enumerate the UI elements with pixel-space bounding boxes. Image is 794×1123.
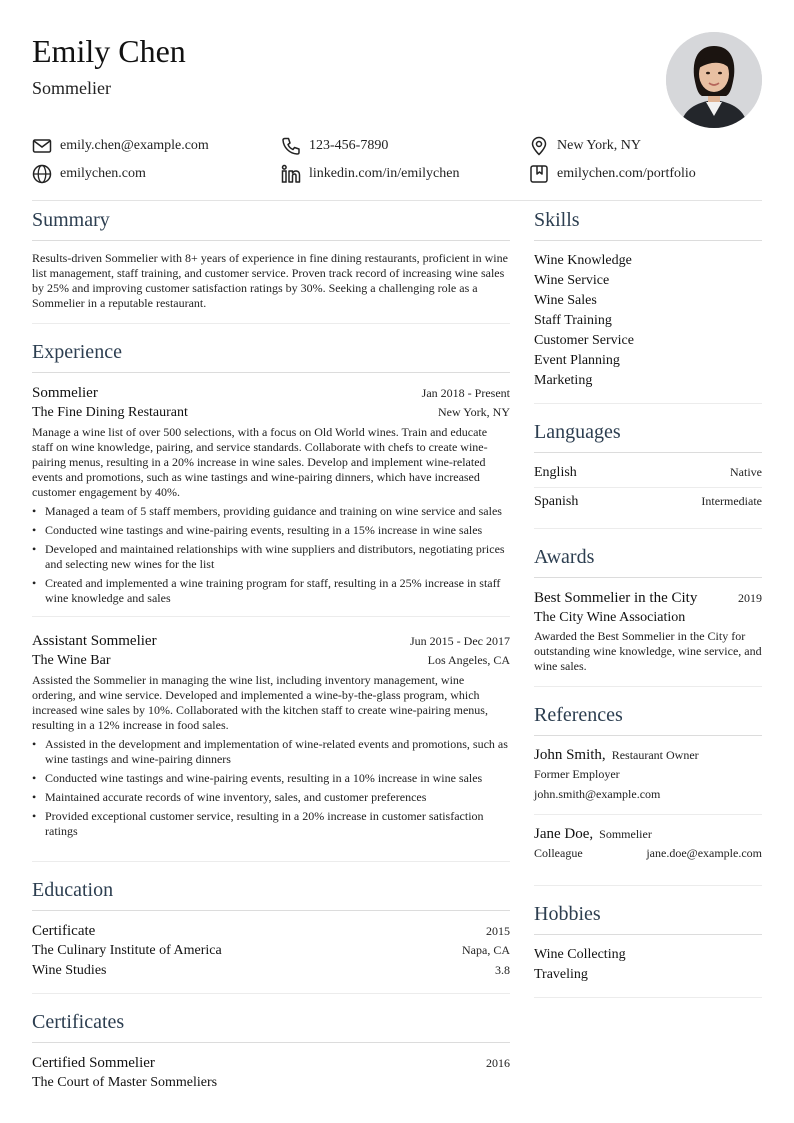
award-description: Awarded the Best Sommelier in the City for outstanding wine knowledge, wine service, and wine sales.	[534, 629, 762, 673]
language-item	[534, 463, 762, 487]
job-date: Jun 2015 - Dec 2017	[410, 634, 510, 648]
achievement-item: • Created and implemented a wine training program for staff, resulting in a 25% increase in staff wine knowledge and sales	[32, 576, 510, 606]
language-level: Intermediate	[701, 494, 762, 508]
education-degree: Certificate	[32, 923, 96, 939]
resume-page	[32, 0, 762, 1123]
job-location: Los Angeles, CA	[427, 653, 510, 667]
certificates-section	[32, 1008, 510, 1105]
job-achievements	[32, 737, 510, 839]
main-column	[32, 206, 510, 1119]
contact-phone-text: 123-456-7890	[309, 138, 389, 153]
language-level: Native	[730, 465, 762, 479]
skill-item: Customer Service	[534, 333, 634, 348]
award-organization: The City Wine Association	[534, 610, 686, 625]
reference-email[interactable]: jane.doe@example.com	[646, 846, 762, 860]
certificate-year: 2016	[486, 1056, 510, 1070]
achievement-item: • Provided exceptional customer service, resulting in a 20% increase in customer satisfaction ratings	[32, 809, 510, 839]
hobby-item: Traveling	[534, 967, 588, 982]
contact-linkedin[interactable]	[281, 162, 459, 186]
contact-linkedin-text: linkedin.com/in/emilychen	[309, 166, 460, 181]
phone-icon	[281, 136, 301, 156]
experience-item	[32, 631, 510, 849]
summary-section	[32, 206, 510, 324]
references-heading: References	[534, 701, 762, 736]
reference-name: John Smith,	[534, 747, 606, 763]
linkedin-icon	[281, 164, 301, 184]
skill-item: Staff Training	[534, 313, 612, 328]
award-title: Best Sommelier in the City	[534, 590, 698, 606]
awards-section	[534, 543, 762, 687]
reference-email[interactable]: john.smith@example.com	[534, 787, 661, 801]
contact-email-text: emily.chen@example.com	[60, 138, 209, 153]
languages-section	[534, 418, 762, 529]
candidate-name: Emily Chen	[32, 33, 186, 69]
reference-name: Jane Doe,	[534, 826, 594, 842]
skill-item: Event Planning	[534, 353, 620, 368]
job-title: Sommelier	[32, 385, 98, 401]
achievement-item: • Maintained accurate records of wine inventory, sales, and customer preferences	[32, 790, 510, 805]
education-year: 2015	[486, 924, 510, 938]
candidate-title: Sommelier	[32, 78, 111, 98]
certificates-heading: Certificates	[32, 1008, 510, 1043]
globe-icon	[32, 164, 52, 184]
reference-item	[534, 814, 762, 873]
contact-email[interactable]	[32, 134, 209, 158]
experience-item	[32, 383, 510, 617]
reference-role: Sommelier	[599, 827, 652, 841]
hobbies-heading: Hobbies	[534, 900, 762, 935]
language-item	[534, 487, 762, 516]
skills-section	[534, 206, 762, 404]
experience-section	[32, 338, 510, 862]
education-location: Napa, CA	[462, 943, 510, 957]
achievement-item: • Developed and maintained relationships with wine suppliers and distributors, negotiating prices and selecting new wines for the list	[32, 542, 510, 572]
portfolio-icon	[529, 164, 549, 184]
mail-icon	[32, 136, 52, 156]
skill-item: Wine Service	[534, 273, 610, 288]
contact-website[interactable]	[32, 162, 146, 186]
sidebar-column	[534, 206, 762, 1012]
job-company: The Wine Bar	[32, 653, 111, 668]
education-section	[32, 876, 510, 994]
reference-relation: Former Employer	[534, 767, 620, 781]
hobby-item: Wine Collecting	[534, 947, 626, 962]
map-pin-icon	[529, 136, 549, 156]
skills-heading: Skills	[534, 206, 762, 241]
job-title: Assistant Sommelier	[32, 633, 157, 649]
job-date: Jan 2018 - Present	[421, 386, 510, 400]
avatar	[666, 32, 762, 128]
education-field: Wine Studies	[32, 963, 107, 978]
job-company: The Fine Dining Restaurant	[32, 405, 188, 420]
certificate-issuer: The Court of Master Sommeliers	[32, 1075, 218, 1090]
reference-item	[534, 746, 762, 814]
language-name: Spanish	[534, 494, 579, 509]
reference-role: Restaurant Owner	[611, 748, 699, 762]
education-heading: Education	[32, 876, 510, 911]
achievement-item: • Conducted wine tastings and wine-pairing events, resulting in a 10% increase in wine sales	[32, 771, 510, 786]
job-description: Assisted the Sommelier in managing the wine list, including inventory management, wine ordering, and wine service. Developed and implemented a wine-by-the-glass program, which increased wine sales by 10%. Collaborated with the kitchen staff to create wine-pairing menus, resulting in a 12% increase in food sales.	[32, 673, 488, 732]
portrait-photo	[666, 32, 762, 128]
skill-item: Wine Sales	[534, 293, 597, 308]
education-school: The Culinary Institute of America	[32, 943, 222, 958]
achievement-item: • Conducted wine tastings and wine-pairing events, resulting in a 15% increase in wine sales	[32, 523, 510, 538]
experience-heading: Experience	[32, 338, 510, 373]
references-section	[534, 701, 762, 886]
hobbies-section	[534, 900, 762, 998]
languages-heading: Languages	[534, 418, 762, 453]
awards-heading: Awards	[534, 543, 762, 578]
job-description: Manage a wine list of over 500 selections, with a focus on Old World wines. Train and educate staff on wine knowledge, pairing, and service standards. Collaborate with chefs to create wine-pairing menus, resulting in a 20% increase in wine sales. Develop and implement wine-related events and promotions, such as wine tastings and wine-pairing dinners, which have increased customer engagement by 40%.	[32, 425, 488, 499]
certificate-name: Certified Sommelier	[32, 1055, 155, 1071]
contact-portfolio[interactable]	[529, 162, 696, 186]
reference-relation: Colleague	[534, 846, 583, 860]
contact-website-text: emilychen.com	[60, 166, 146, 181]
contact-phone[interactable]	[281, 134, 388, 158]
achievement-item: • Managed a team of 5 staff members, providing guidance and training on wine service and sales	[32, 504, 510, 519]
header-divider	[32, 200, 762, 201]
contact-location-text: New York, NY	[557, 138, 642, 153]
job-achievements	[32, 504, 510, 606]
language-name: English	[534, 465, 577, 480]
summary-text: Results-driven Sommelier with 8+ years of experience in fine dining restaurants, proficient in wine list management, staff training, and customer service. Proven track record of increasing wine sales by 25% and improving customer satisfaction ratings by 30%. Seeking a challenging role as a Sommelier in a reputable restaurant.	[32, 251, 508, 310]
award-year: 2019	[738, 591, 762, 605]
skill-item: Wine Knowledge	[534, 253, 632, 268]
contact-portfolio-text: emilychen.com/portfolio	[557, 166, 696, 181]
achievement-item: • Assisted in the development and implementation of wine-related events and promotions, such as wine tastings and wine-pairing dinners	[32, 737, 510, 767]
contact-location	[529, 134, 641, 158]
education-gpa: 3.8	[495, 963, 510, 977]
job-location: New York, NY	[437, 405, 510, 419]
summary-heading: Summary	[32, 206, 510, 241]
skill-item: Marketing	[534, 373, 593, 388]
